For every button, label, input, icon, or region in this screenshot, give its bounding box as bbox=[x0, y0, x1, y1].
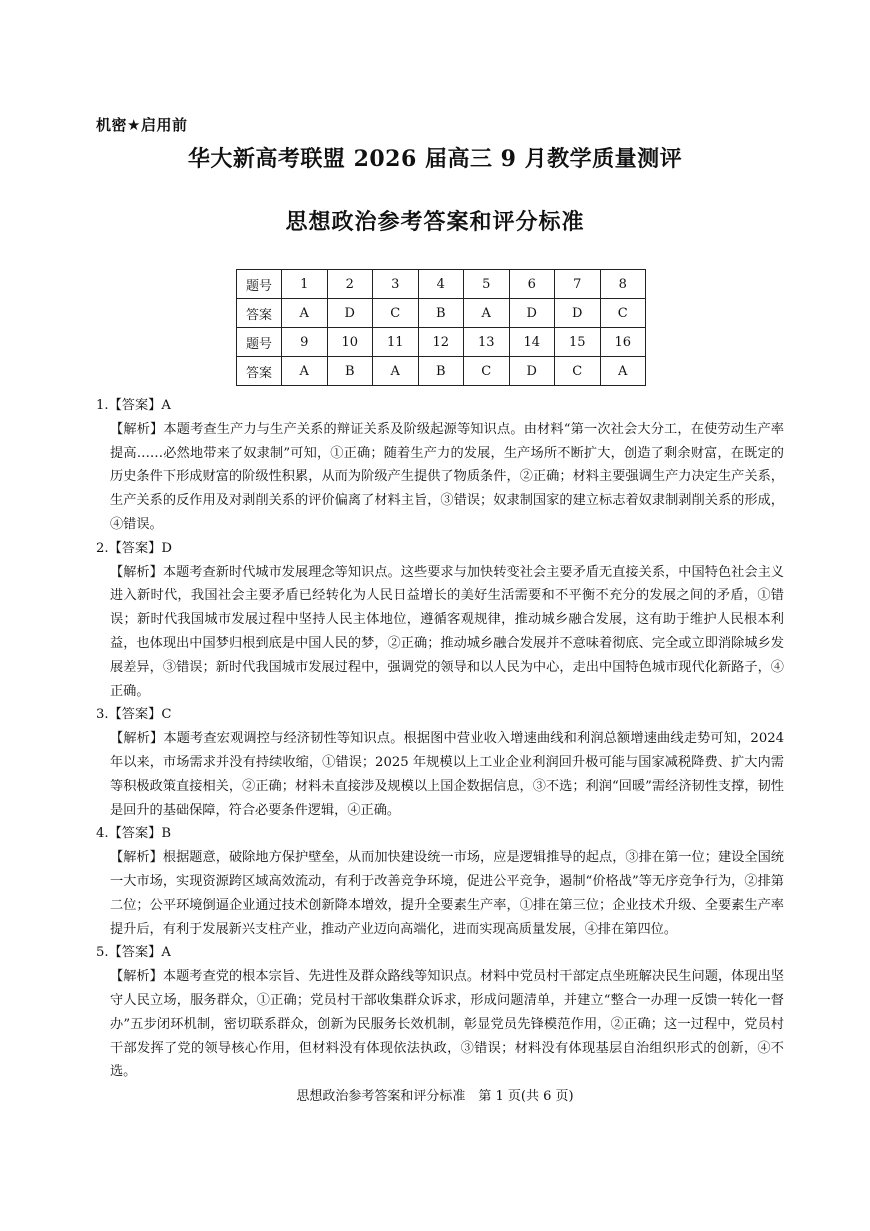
table-cell: D bbox=[555, 299, 601, 328]
table-cell: 7 bbox=[555, 270, 601, 299]
table-cell: C bbox=[600, 299, 646, 328]
exam-title: 华大新高考联盟 2026 届高三 9 月教学质量测评 bbox=[187, 146, 683, 172]
table-cell: 6 bbox=[509, 270, 555, 299]
table-cell: 5 bbox=[464, 270, 510, 299]
table-cell: 3 bbox=[373, 270, 419, 299]
table-cell: A bbox=[282, 357, 328, 386]
table-cell: C bbox=[555, 357, 601, 386]
question-answer: 5.【答案】A bbox=[96, 945, 171, 961]
table-cell: 13 bbox=[464, 328, 510, 357]
table-cell: 答案 bbox=[237, 357, 282, 386]
question-analysis: 【解析】本题考查新时代城市发展理念等知识点。这些要求与加快转变社会主要矛盾无直接关系，中国特色社会主义进入新时代，我国社会主要矛盾已经转化为人民日益增长的美好生活需要和不平衡不充分的发展之间的矛盾，①错误；新时代我国城市发展过程中坚持人民主体地位，遵循客观规律，推动城乡融合发展，这有助于维护人民根本利益，也体现出中国梦归根到底是中国人民的梦，②正确；推动城乡融合发展并不意味着彻底、完全或立即消除城乡发展差异，③错误；新时代我国城市发展过程中，强调党的领导和以人民为中心，走出中国特色城市现代化新路子，④正确。 bbox=[110, 564, 784, 699]
answer-table bbox=[236, 269, 646, 386]
table-cell: A bbox=[464, 299, 510, 328]
question-analysis: 【解析】本题考查宏观调控与经济韧性等知识点。根据图中营业收入增速曲线和利润总额增速曲线走势可知，2024 年以来，市场需求并没有持续收缩，①错误；2025 年规模以上工业企业利润回升极可能与国家减税降费、扩大内需等积极政策直接相关，②正确；材料未直接涉及规模以上国企数据信息，③不选；利润“回暖”需经济韧性支撑，韧性是回升的基础保障，符合必要条件逻辑，④正确。 bbox=[110, 731, 784, 818]
table-cell: A bbox=[373, 357, 419, 386]
table-row bbox=[237, 357, 646, 386]
table-cell: B bbox=[418, 357, 464, 386]
table-cell: 10 bbox=[327, 328, 373, 357]
question-analysis: 【解析】本题考查党的根本宗旨、先进性及群众路线等知识点。材料中党员村干部定点坐班解决民生问题，体现出坚守人民立场，服务群众，①正确；党员村干部收集群众诉求，形成问题清单，并建立“整合一办理一反馈一转化一督办”五步闭环机制，密切联系群众，创新为民服务长效机制，彰显党员先锋模范作用，②正确；这一过程中，党员村干部发挥了党的领导核心作用，但材料没有体现依法执政，③错误；材料没有体现基层自治组织形式的创新，④不选。 bbox=[110, 969, 784, 1080]
table-cell: 1 bbox=[282, 270, 328, 299]
question-answer: 2.【答案】D bbox=[96, 540, 172, 556]
question-analysis: 【解析】本题考查生产力与生产关系的辩证关系及阶级起源等知识点。由材料“第一次社会大分工，在使劳动生产率提高……必然地带来了奴隶制”可知，①正确；随着生产力的发展，生产场所不断扩大，创造了剩余财富，在既定的历史条件下形成财富的阶级性积累，从而为阶级产生提供了物质条件，②正确；材料主要强调生产力决定生产关系，生产关系的反作用及对剥削关系的评价偏离了材料主旨，③错误；奴隶制国家的建立标志着奴隶制剥削关系的形成，④错误。 bbox=[110, 421, 784, 532]
table-cell: 4 bbox=[418, 270, 464, 299]
table-cell: B bbox=[327, 357, 373, 386]
page-footer: 思想政治参考答案和评分标准 第 1 页(共 6 页) bbox=[296, 1089, 574, 1104]
table-cell: A bbox=[282, 299, 328, 328]
table-cell: 题号 bbox=[237, 328, 282, 357]
document-subtitle: 思想政治参考答案和评分标准 bbox=[285, 210, 585, 235]
table-cell: A bbox=[600, 357, 646, 386]
table-row bbox=[237, 328, 646, 357]
table-cell: 9 bbox=[282, 328, 328, 357]
table-cell: 15 bbox=[555, 328, 601, 357]
question-answer: 3.【答案】C bbox=[96, 707, 172, 723]
table-cell: 2 bbox=[327, 270, 373, 299]
table-cell: 题号 bbox=[237, 270, 282, 299]
answer-explanations bbox=[96, 394, 784, 1084]
table-cell: D bbox=[509, 357, 555, 386]
table-cell: 12 bbox=[418, 328, 464, 357]
table-cell: 14 bbox=[509, 328, 555, 357]
table-cell: D bbox=[509, 299, 555, 328]
question-analysis: 【解析】根据题意，破除地方保护壁垒，从而加快建设统一市场，应是逻辑推导的起点，③排在第一位；建设全国统一大市场，实现资源跨区域高效流动，有利于改善竞争环境，促进公平竞争，遏制“价格战”等无序竞争行为，②排第二位；公平环境倒逼企业通过技术创新降本增效，提升全要素生产率，①排在第三位；企业技术升级、全要素生产率提升后，有利于发展新兴支柱产业，推动产业迈向高端化，进而实现高质量发展，④排在第四位。 bbox=[110, 850, 784, 937]
table-cell: C bbox=[464, 357, 510, 386]
confidential-label: 机密★启用前 bbox=[96, 116, 188, 134]
table-row bbox=[237, 299, 646, 328]
table-cell: C bbox=[373, 299, 419, 328]
table-cell: B bbox=[418, 299, 464, 328]
table-cell: 8 bbox=[600, 270, 646, 299]
table-cell: 答案 bbox=[237, 299, 282, 328]
table-row bbox=[237, 270, 646, 299]
question-answer: 4.【答案】B bbox=[96, 826, 172, 842]
table-cell: D bbox=[327, 299, 373, 328]
table-cell: 11 bbox=[373, 328, 419, 357]
table-cell: 16 bbox=[600, 328, 646, 357]
question-answer: 1.【答案】A bbox=[96, 398, 171, 413]
